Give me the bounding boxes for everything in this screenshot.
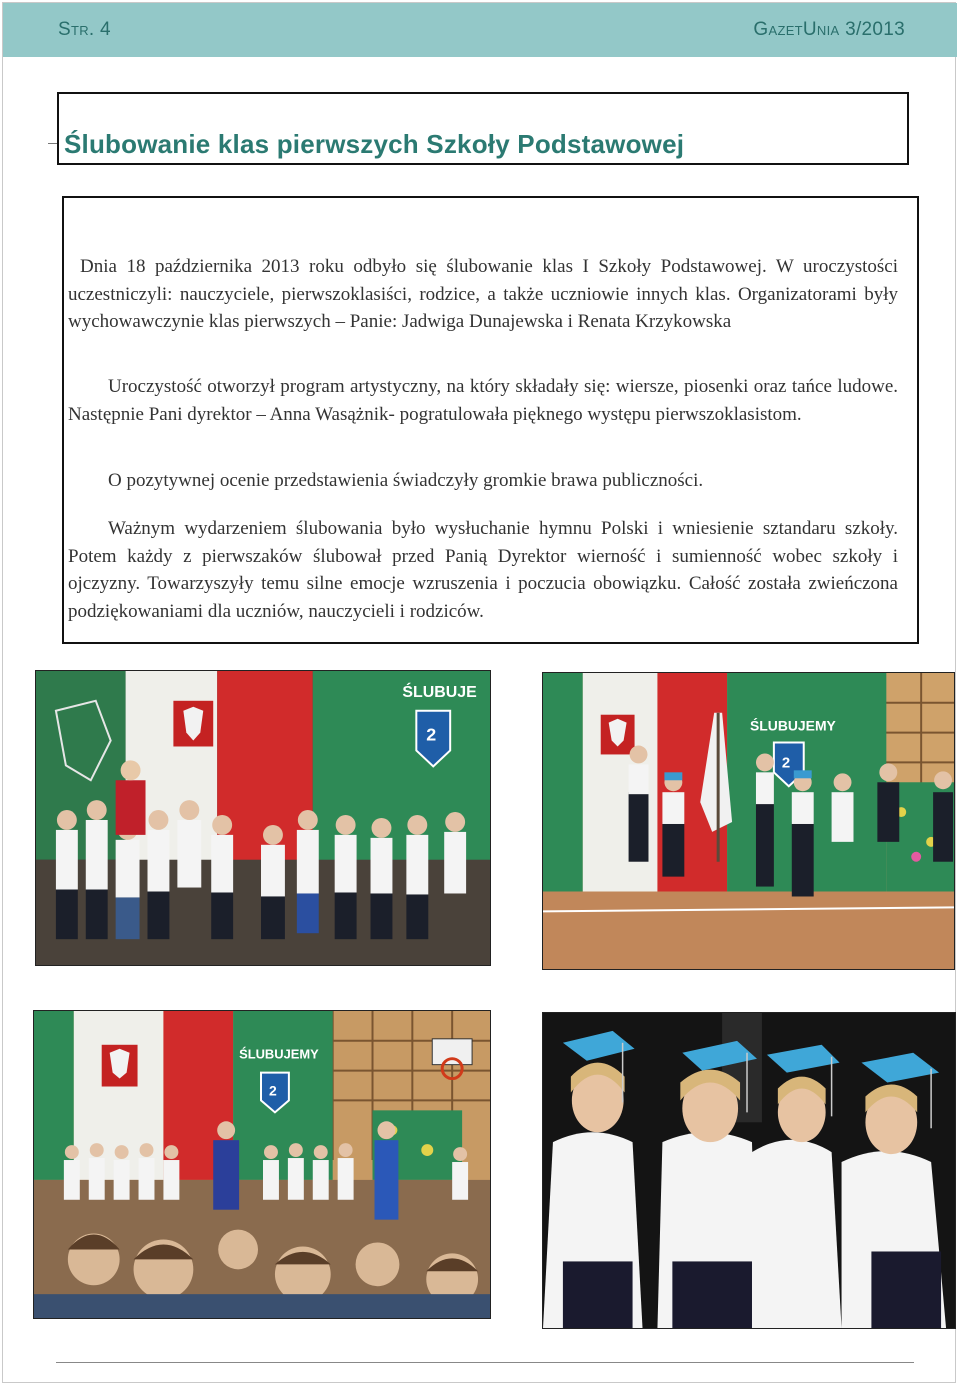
- footer-rule: [56, 1362, 914, 1363]
- banner-text-1: ŚLUBUJE: [402, 683, 477, 701]
- article-paragraph-4: Ważnym wydarzeniem ślubowania było wysłuchanie hymnu Polski i wniesienie sztandaru szkoły. Potem każdy z pierwszaków ślubował przed Panią Dyrektor wierność i sumienność wobec szkoły i ojczyzny. Towarzyszyły temu silne emocje wzruszenia i poczucia obowiązku. Całość została zwieńczona podziękowaniami dla uczniów, nauczycieli i rodziców.: [68, 518, 898, 622]
- emblem-number-3: 2: [268, 1082, 277, 1099]
- photo-ceremony-4: [542, 1012, 956, 1329]
- title-marker: [48, 143, 57, 144]
- page-number: Str. 4: [58, 19, 111, 40]
- photo-ceremony-1: [35, 670, 491, 966]
- photo-ceremony-2: [542, 672, 955, 970]
- article-title: Ślubowanie klas pierwszych Szkoły Podstawowej: [64, 129, 685, 159]
- article-paragraph-2: Uroczystość otworzył program artystyczny, na który składały się: wiersze, piosenki oraz tańce ludowe. Następnie Pani dyrektor – Anna Wasążnik- pogratulowała pięknego występu pierwszoklasistom.: [68, 376, 898, 425]
- publication-issue: GazetUnia 3/2013: [753, 19, 905, 40]
- page-header: [3, 3, 957, 57]
- article-paragraph-1: Dnia 18 października 2013 roku odbyło się ślubowanie klas I Szkoły Podstawowej. W uroczystości uczestniczyli: nauczyciele, pierwszoklasiści, rodzice, a także uczniowie innych klas. Organizatorami były wychowawczynie klas pierwszych – Panie: Jadwiga Dunajewska i Renata Krzykowska: [68, 256, 898, 332]
- emblem-number-1: 2: [426, 724, 437, 745]
- article-paragraph-3: O pozytywnej ocenie przedstawienia świadczyły gromkie brawa publiczności.: [108, 470, 704, 491]
- banner-text-3: ŚLUBUJEMY: [239, 1046, 319, 1062]
- banner-text-2: ŚLUBUJEMY: [749, 717, 836, 734]
- emblem-number-2: 2: [781, 755, 791, 772]
- photo-ceremony-3: [33, 1010, 491, 1319]
